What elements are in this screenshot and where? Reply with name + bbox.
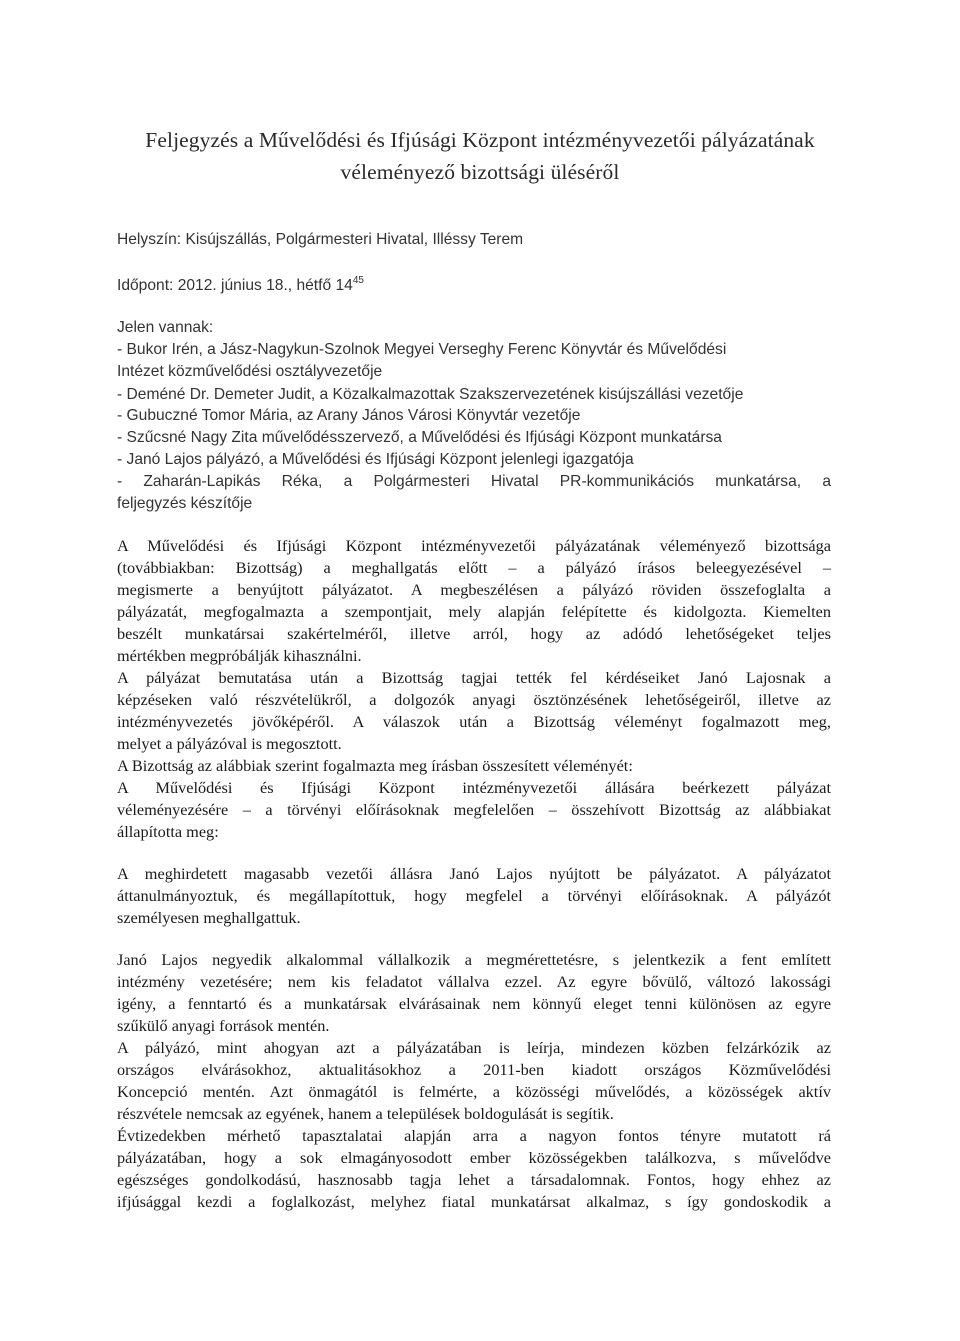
time-text: Időpont: 2012. június 18., hétfő 14 — [117, 277, 353, 294]
attendees-heading: Jelen vannak: — [117, 319, 214, 336]
attendee-line: Intézet közművelődési osztályvezetője — [117, 363, 383, 380]
paragraph-line: Janó Lajos negyedik alkalommal vállalkozik a megmérettetésre, s jelentkezik a fent említett — [117, 950, 831, 969]
paragraph-line: állapította meg: — [117, 822, 219, 841]
paragraph-line: A pályázat bemutatása után a Bizottság tagjai tették fel kérdéseiket Janó Lajosnak a — [117, 668, 831, 687]
attendee-line: - Zaharán-Lapikás Réka, a Polgármesteri Hivatal PR-kommunikációs munkatársa, a — [117, 473, 831, 490]
time-superscript: 45 — [352, 275, 364, 286]
paragraph-line: megismerte a benyújtott pályázatot. A megbeszélésen a pályázó röviden összefoglalta a — [117, 580, 831, 599]
location-line: Helyszín: Kisújszállás, Polgármesteri Hivatal, Illéssy Terem — [117, 231, 524, 248]
paragraph-line: A Művelődési és Ifjúsági Központ intézményvezetői pályázatának véleményező bizottsága — [117, 536, 831, 555]
paragraph-line: Évtizedekben mérhető tapasztalatai alapján arra a nagyon fontos tényre mutatott rá — [117, 1126, 831, 1145]
attendee-line: - Janó Lajos pályázó, a Művelődési és Ifjúsági Központ jelenlegi igazgatója — [117, 451, 634, 468]
paragraph-line: (továbbiakban: Bizottság) a meghallgatás előtt – a pályázó írásos beleegyezésével – — [117, 558, 831, 577]
attendee-line: - Szűcsné Nagy Zita művelődésszervező, a Művelődési és Ifjúsági Központ munkatársa — [117, 429, 722, 446]
paragraph-line: A Bizottság az alábbiak szerint fogalmazta meg írásban összesített véleményét: — [117, 756, 633, 775]
paragraph-line: személyesen meghallgattuk. — [117, 908, 301, 927]
paragraph-line: áttanulmányoztuk, és megállapítottuk, hogy megfelel a törvényi előírásoknak. A pályázót — [117, 886, 831, 905]
attendee-line: - Gubuczné Tomor Mária, az Arany János Városi Könyvtár vezetője — [117, 407, 581, 424]
document-title-line-2: véleményező bizottsági üléséről — [340, 160, 620, 184]
attendee-line: - Bukor Irén, a Jász-Nagykun-Szolnok Megyei Verseghy Ferenc Könyvtár és Művelődési — [117, 341, 727, 358]
paragraph-line: mértékben megpróbálják kihasználni. — [117, 646, 362, 665]
paragraph-line: beszélt munkatársai szakértelméről, illetve arról, hogy az adódó lehetőségeket teljes — [117, 624, 831, 643]
paragraph-line: A Művelődési és Ifjúsági Központ intézményvezetői állására beérkezett pályázat — [117, 778, 831, 797]
paragraph-line: országos elvárásokhoz, aktualitásokhoz a 2011-ben kiadott országos Közművelődési — [117, 1060, 831, 1079]
paragraph-line: intézmény vezetésére; nem kis feladatot vállalva ezzel. Az egyre bővülő, változó lakossági — [117, 972, 831, 991]
paragraph-line: pályázatát, megfogalmazta a szempontjait, mely alapján felépítette és kidolgozta. Kiemelten — [117, 602, 831, 621]
paragraph-line: pályázatában, hogy a sok elmagányosodott ember közösségekben találkozva, s művelődve — [117, 1148, 831, 1167]
paragraph-line: igény, a fenntartó és a munkatársak elvárásainak nem könnyű eleget tenni különösen az egyre — [117, 994, 831, 1013]
paragraph-line: részvétele nemcsak az egyének, hanem a települések boldogulását is segítik. — [117, 1104, 614, 1123]
paragraph-line: A pályázó, mint ahogyan azt a pályázatában is leírja, mindezen közben felzárkózik az — [117, 1038, 831, 1057]
attendee-line-part-b: Demeter Judit, a Közalkalmazottak Szakszervezetének kisújszállási vezetője — [213, 386, 744, 403]
paragraph-line: képzéseken való részvételükről, a dolgozók anyagi ösztönzésének lehetőségeiről, illetve az — [117, 690, 831, 709]
paragraph-line: ifjúsággal kezdi a foglalkozást, melyhez fiatal munkatársat alkalmaz, s így gondoskodik a — [117, 1192, 831, 1211]
paragraph-line: intézményvezetés jövőképéről. A válaszok után a Bizottság véleményt fogalmazott meg, — [117, 712, 831, 731]
attendee-line-part-a: - Deméné Dr. — [117, 386, 210, 403]
time-line — [117, 275, 831, 297]
paragraph-line: egészséges gondolkodású, hasznosabb tagja lehet a társadalomnak. Fontos, hogy ehhez az — [117, 1170, 831, 1189]
paragraph-line: melyet a pályázóval is megosztott. — [117, 734, 342, 753]
attendee-line — [117, 383, 831, 406]
paragraph-line: A meghirdetett magasabb vezetői állásra Janó Lajos nyújtott be pályázatot. A pályázatot — [117, 864, 831, 883]
paragraph-line: Koncepció mentén. Azt önmagától is felmérte, a közösségi művelődés, a közösségek aktív — [117, 1082, 831, 1101]
attendee-line: feljegyzés készítője — [117, 495, 253, 512]
document-title-line-1: Feljegyzés a Művelődési és Ifjúsági Központ intézményvezetői pályázatának — [145, 128, 815, 152]
paragraph-line: szűkülő anyagi források mentén. — [117, 1016, 330, 1035]
paragraph-line: véleményezésére – a törvényi előírásoknak megfelelően – összehívott Bizottság az alábbiakat — [117, 800, 831, 819]
